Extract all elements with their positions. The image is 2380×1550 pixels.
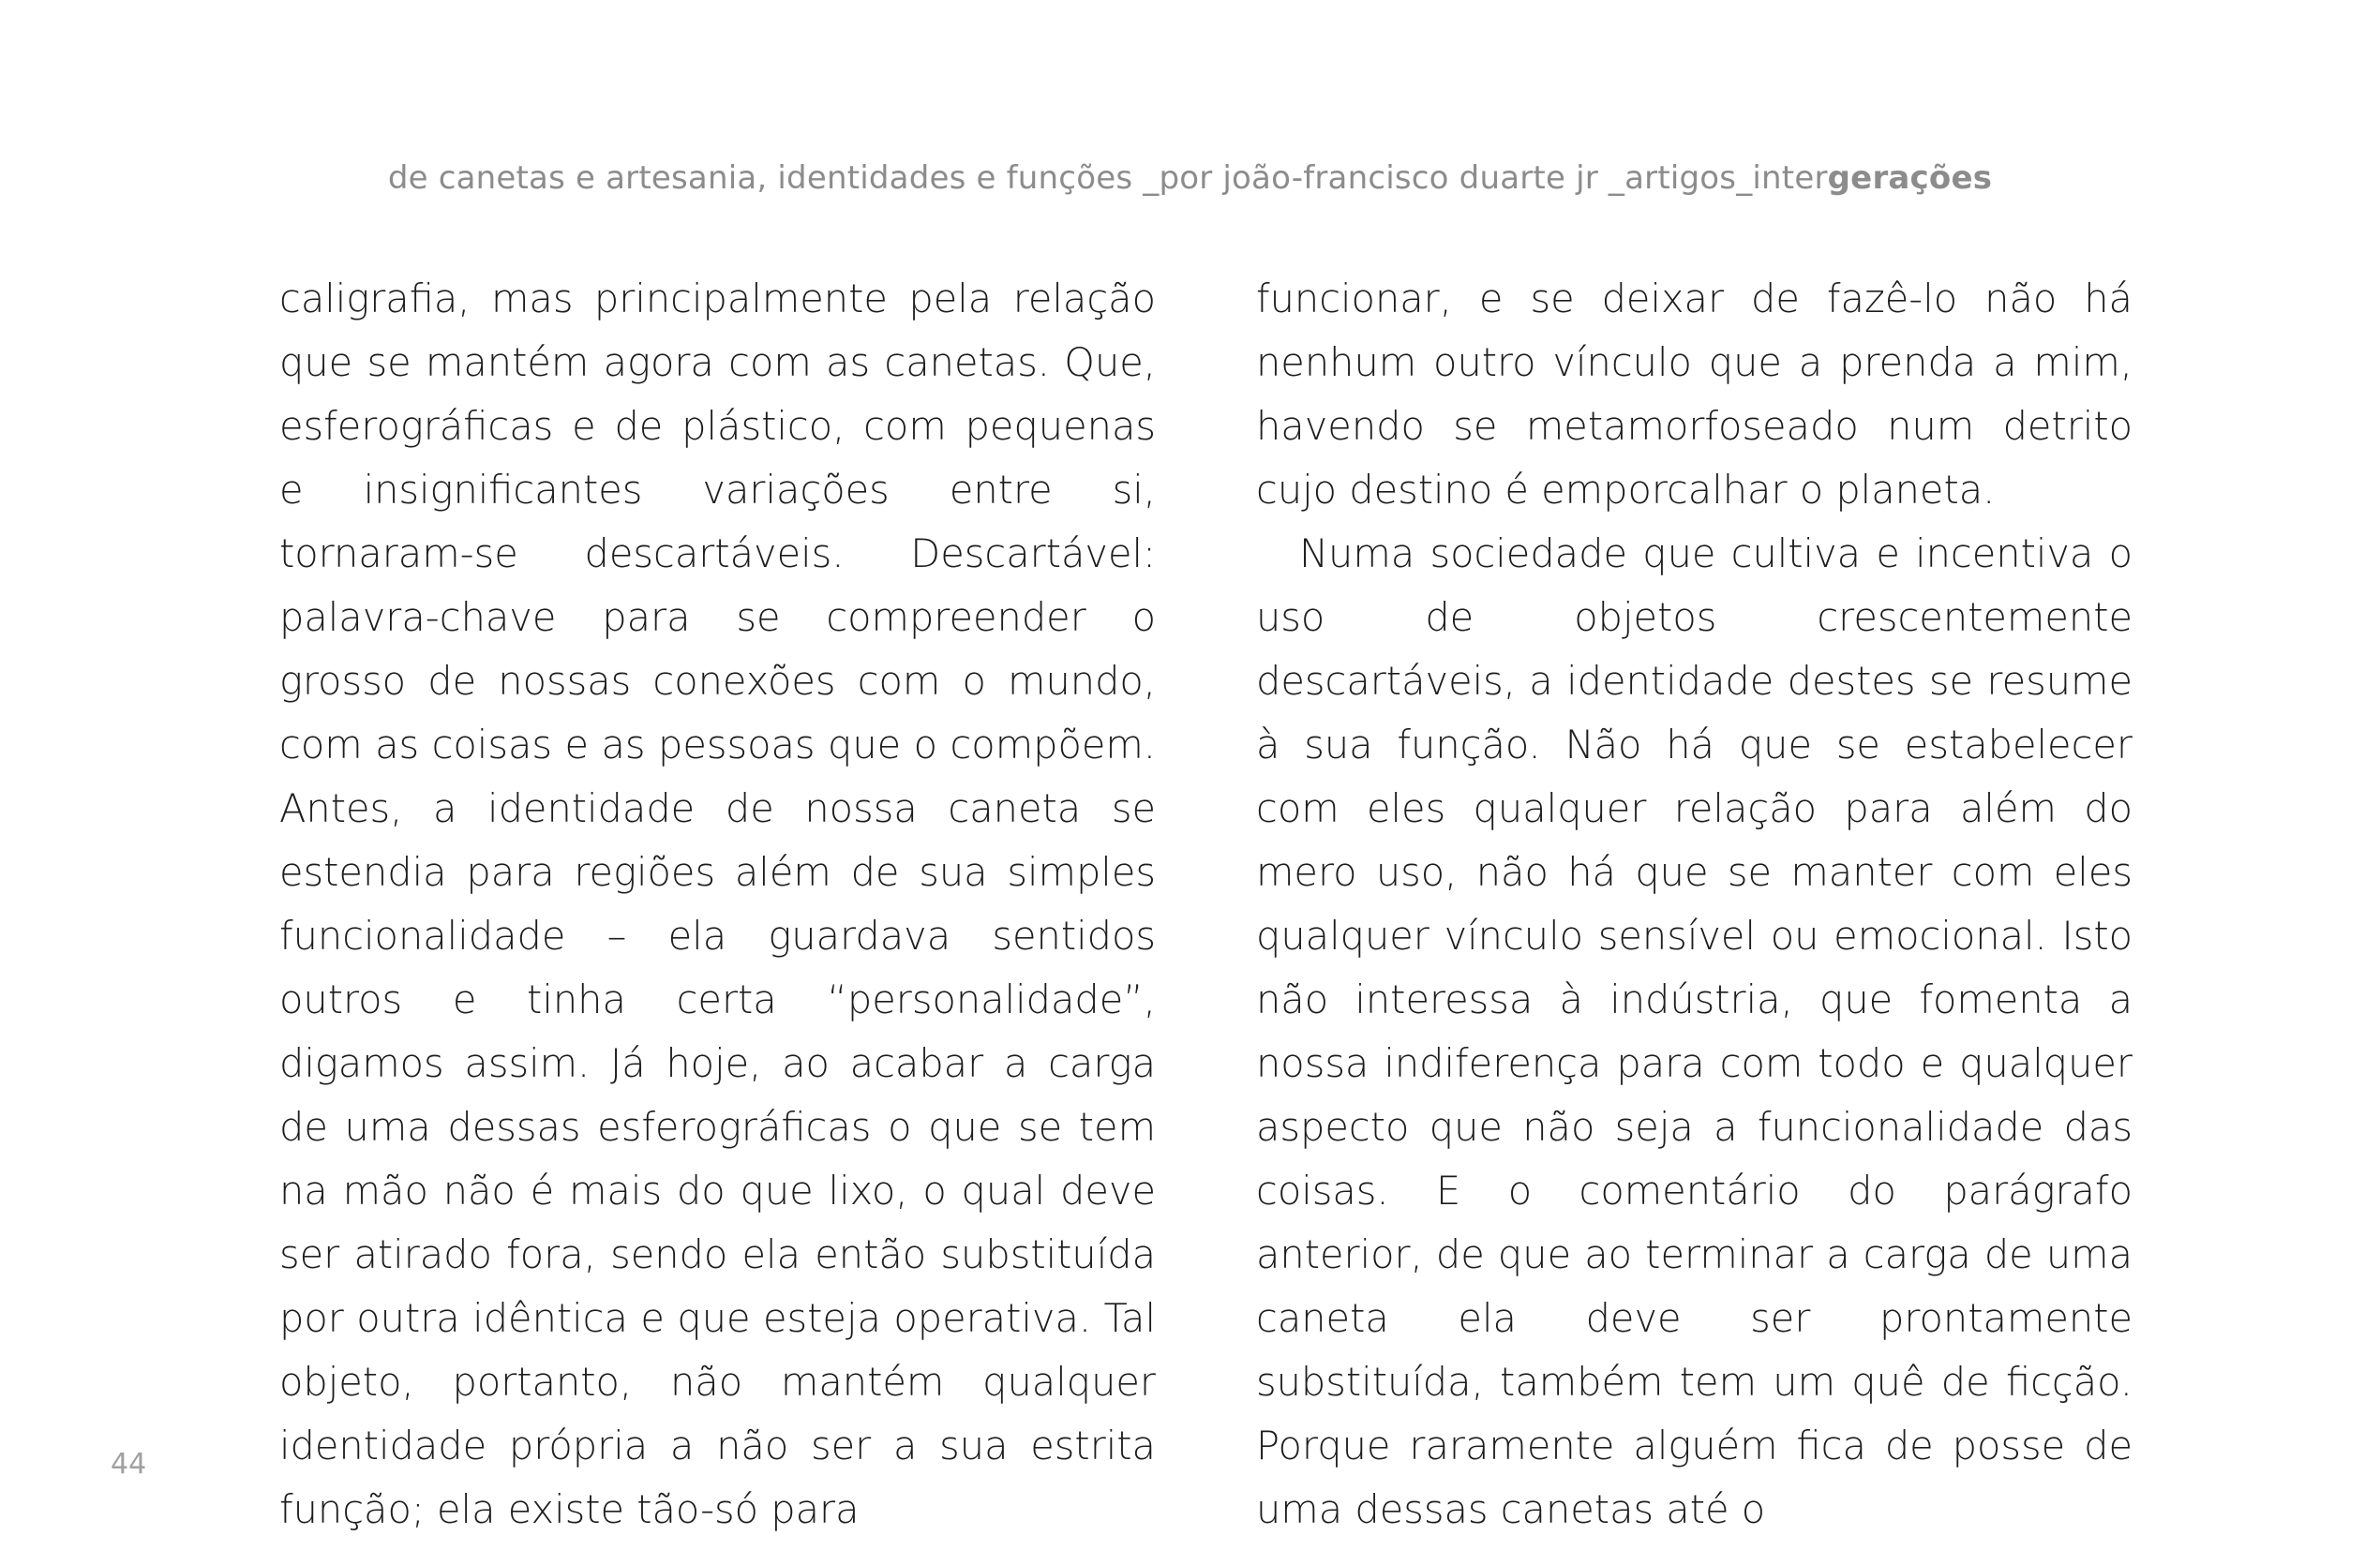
page-number: 44 <box>111 1448 147 1481</box>
running-header <box>0 159 2380 197</box>
right-column <box>1256 267 2133 1542</box>
left-column <box>279 267 1156 1542</box>
left-paragraph-1: caligrafia, mas principalmente pela relação que se mantém agora com as canetas. Que, esferográficas e de plástico, com pequenas e insignificantes variações entre si, tornaram-se descartáveis. Descartável: palavra-chave para se compreender o grosso de nossas conexões com o mundo, com as coisas e as pessoas que o compõem. Antes, a identidade de nossa caneta se estendia para regiões além de sua simples funcionalidade – ela guardava sentidos outros e tinha certa “personalidade”, digamos assim. Já hoje, ao acabar a carga de uma dessas esferográficas o que se tem na mão não é mais do que lixo, o qual deve ser atirado fora, sendo ela então substituída por outra idêntica e que esteja operativa. Tal objeto, portanto, não mantém qualquer identidade própria a não ser a sua estrita função; ela existe tão-só para <box>279 276 1156 1532</box>
right-paragraph-1: funcionar, e se deixar de fazê-lo não há nenhum outro vínculo que a prenda a mim, havendo se metamorfoseado num detrito cujo destino é emporcalhar o planeta. <box>1256 276 2133 513</box>
right-paragraph-2: Numa sociedade que cultiva e incentiva o uso de objetos crescentemente descartáveis, a identidade destes se resume à sua função. Não há que se estabelecer com eles qualquer relação para além do mero uso, não há que se manter com eles qualquer vínculo sensível ou emocional. Isto não interessa à indústria, que fomenta a nossa indiferença para com todo e qualquer aspecto que não seja a funcionalidade das coisas. E o comentário do parágrafo anterior, de que ao terminar a carga de uma caneta ela deve ser prontamente substituída, também tem um quê de ficção. Porque raramente alguém fica de posse de uma dessas canetas até o <box>1256 530 2133 1532</box>
running-header-bold: gerações <box>1827 159 1993 197</box>
running-header-text: de canetas e artesania, identidades e funções _por joão-francisco duarte jr _artigos_inter <box>387 159 1828 197</box>
